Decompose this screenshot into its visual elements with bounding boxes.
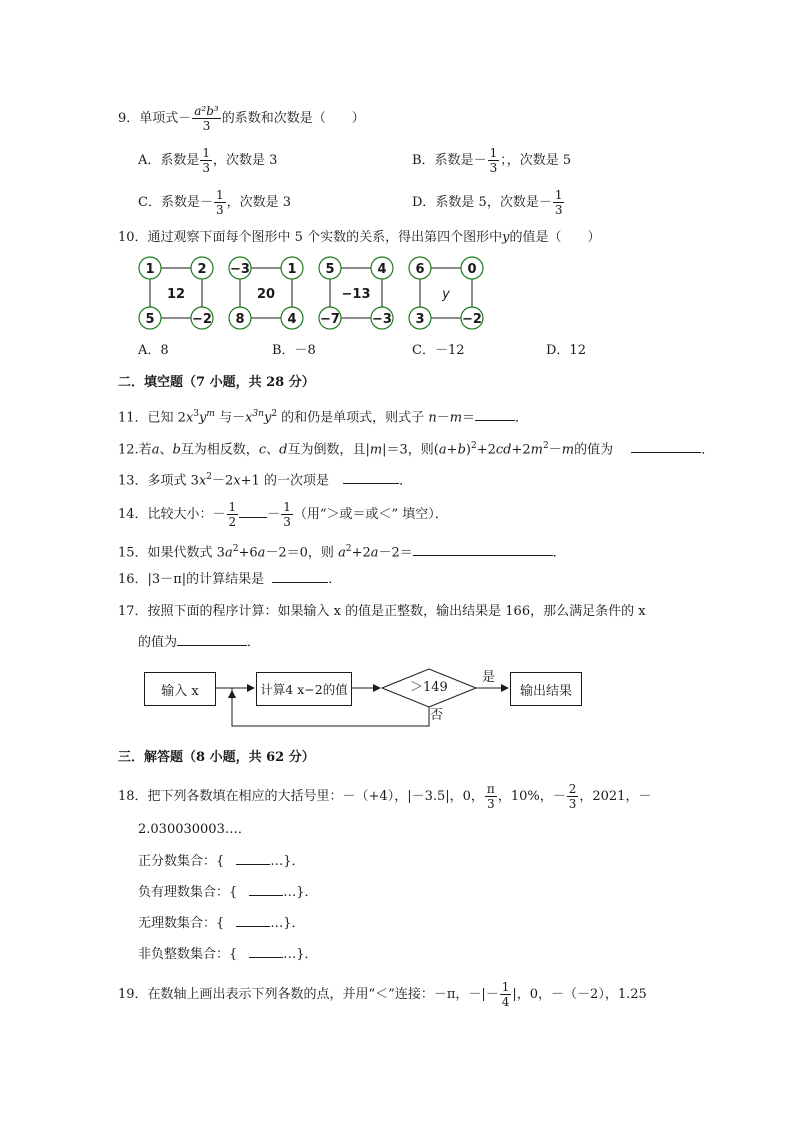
- flow-no-label: 否: [430, 708, 444, 723]
- q10-figures: [128, 252, 498, 336]
- figure-1-value-tl: 1: [145, 262, 155, 277]
- q15: 15．如果代数式 $3a^2+6a-2=0$，则 $a^2+2a-2=$ ．: [118, 544, 566, 561]
- q18-set-positive-fraction: 正分数集合：{ …}．: [138, 854, 305, 869]
- q10-figures-svg: [128, 252, 498, 332]
- q9-option-b[interactable]: B．系数是－ $\frac{1}{3}$ ；，次数是 5: [412, 146, 572, 175]
- q11-answer-blank[interactable]: [475, 408, 515, 421]
- figure-1-center-value: 12: [166, 287, 186, 302]
- q15-answer-blank[interactable]: [413, 543, 553, 556]
- figure-4-value-tl: 6: [415, 262, 425, 277]
- q12-answer-blank[interactable]: [631, 440, 701, 453]
- q9-option-d[interactable]: D．系数是 5，次数是－ $\frac{1}{3}$: [412, 188, 563, 217]
- q18-set2-blank[interactable]: [249, 883, 283, 896]
- q13-answer-blank[interactable]: [343, 471, 399, 484]
- figure-3-value-tl: 5: [325, 262, 335, 277]
- q10-option-b[interactable]: B．－8: [272, 343, 316, 358]
- section-solve-heading: 三．解答题（8 小题，共 62 分）: [118, 750, 315, 765]
- q17-line1: 17．按照下面的程序计算：如果输入 x 的值是正整数，输出结果是 166，那么满足条件的 x: [118, 604, 646, 619]
- flow-output-box: 输出结果: [510, 672, 582, 706]
- figure-2-value-tl: −3: [230, 262, 250, 277]
- flow-compute-box: 计算4 x−2的值: [256, 672, 352, 706]
- q18-line2: 2.030030003…．: [138, 822, 251, 837]
- q9-option-a[interactable]: A．系数是 $\frac{1}{3}$ ，次数是 3: [138, 146, 278, 175]
- q18-set1-blank[interactable]: [236, 852, 270, 865]
- q10-stem: 10．通过观察下面每个图形中 5 个实数的关系，得出第四个图形中y的值是（ ）: [118, 230, 601, 245]
- figure-2-center-value: 20: [256, 287, 276, 302]
- q18-set-negative-rational: 负有理数集合：{ …}．: [138, 885, 318, 900]
- figure-4-value-tr: 0: [467, 262, 477, 277]
- q18-set4-blank[interactable]: [249, 945, 283, 958]
- q11: 11．已知 $2x^3y^m$ 与$-x^{3n}y^2$ 的和仍是单项式，则式子 n－m＝ ．: [118, 409, 529, 426]
- q14: 14．比较大小：－ $\frac{1}{2}$ － $\frac{1}{3}$ （用“＞或＝或＜” 填空）．: [118, 500, 448, 529]
- q12: 12.若a、b互为相反数，c、d互为倒数，且|m|＝3，则$(a+b)^2+2cd+2m^2-m$的值为 ．: [118, 441, 715, 458]
- q14-answer-blank[interactable]: [239, 505, 267, 518]
- q18-set-nonnegative-integer: 非负整数集合：{ …}．: [138, 947, 318, 962]
- q10-option-d[interactable]: D．12: [546, 343, 586, 358]
- figure-4-value-br: −2: [462, 312, 482, 327]
- q18-line1: 18．把下列各数填在相应的大括号里：－（+4），|－3.5|，0， $\frac{\pi}{3}$ ，10%，－ $\frac{2}{3}$ ，2021，－: [118, 782, 652, 811]
- q13: 13．多项式 $3x^2-2x+1$ 的一次项是 ．: [118, 472, 413, 489]
- flow-yes-label: 是: [482, 670, 496, 685]
- flow-condition-label: ＞149: [410, 680, 448, 695]
- q17-line2: 的值为 ．: [138, 635, 261, 650]
- q17-answer-blank[interactable]: [177, 633, 247, 646]
- figure-4-value-bl: 3: [415, 312, 425, 327]
- q9-stem: 9．单项式－ $\frac{\text{a²b³}}{3}$ 的系数和次数是（ ）: [118, 104, 365, 133]
- figure-3-value-bl: −7: [320, 312, 340, 327]
- flow-input-box: 输入 x: [144, 672, 216, 706]
- q18-set-irrational: 无理数集合：{ …}．: [138, 916, 305, 931]
- q17-flowchart: [140, 664, 590, 732]
- q10-option-c[interactable]: C．－12: [412, 343, 465, 358]
- figure-1-value-bl: 5: [145, 312, 155, 327]
- section-fill-in-heading: 二．填空题（7 小题，共 28 分）: [118, 375, 315, 390]
- figure-2-value-bl: 8: [235, 312, 245, 327]
- figure-3-value-br: −3: [372, 312, 392, 327]
- figure-3-value-tr: 4: [377, 262, 387, 277]
- figure-1-value-br: −2: [192, 312, 212, 327]
- figure-1-value-tr: 2: [197, 262, 207, 277]
- q18-set3-blank[interactable]: [236, 914, 270, 927]
- q19: 19．在数轴上画出表示下列各数的点，并用“＜”连接：－π，－|－ $\frac{1}{4}$ |，0，－（－2），1.25: [118, 980, 647, 1009]
- q16-answer-blank[interactable]: [272, 570, 328, 583]
- figure-2-value-br: 4: [287, 312, 297, 327]
- figure-3-center-value: −13: [341, 287, 371, 302]
- figure-2-value-tr: 1: [287, 262, 297, 277]
- q9-fraction: $\frac{\text{a²b³}}{3}$: [194, 104, 219, 133]
- figure-4-center-value: y: [442, 287, 450, 302]
- q16: 16．|3－π|的计算结果是 ．: [118, 572, 342, 587]
- q10-option-a[interactable]: A．8: [138, 343, 169, 358]
- q9-option-c[interactable]: C．系数是－ $\frac{1}{3}$ ，次数是 3: [138, 188, 291, 217]
